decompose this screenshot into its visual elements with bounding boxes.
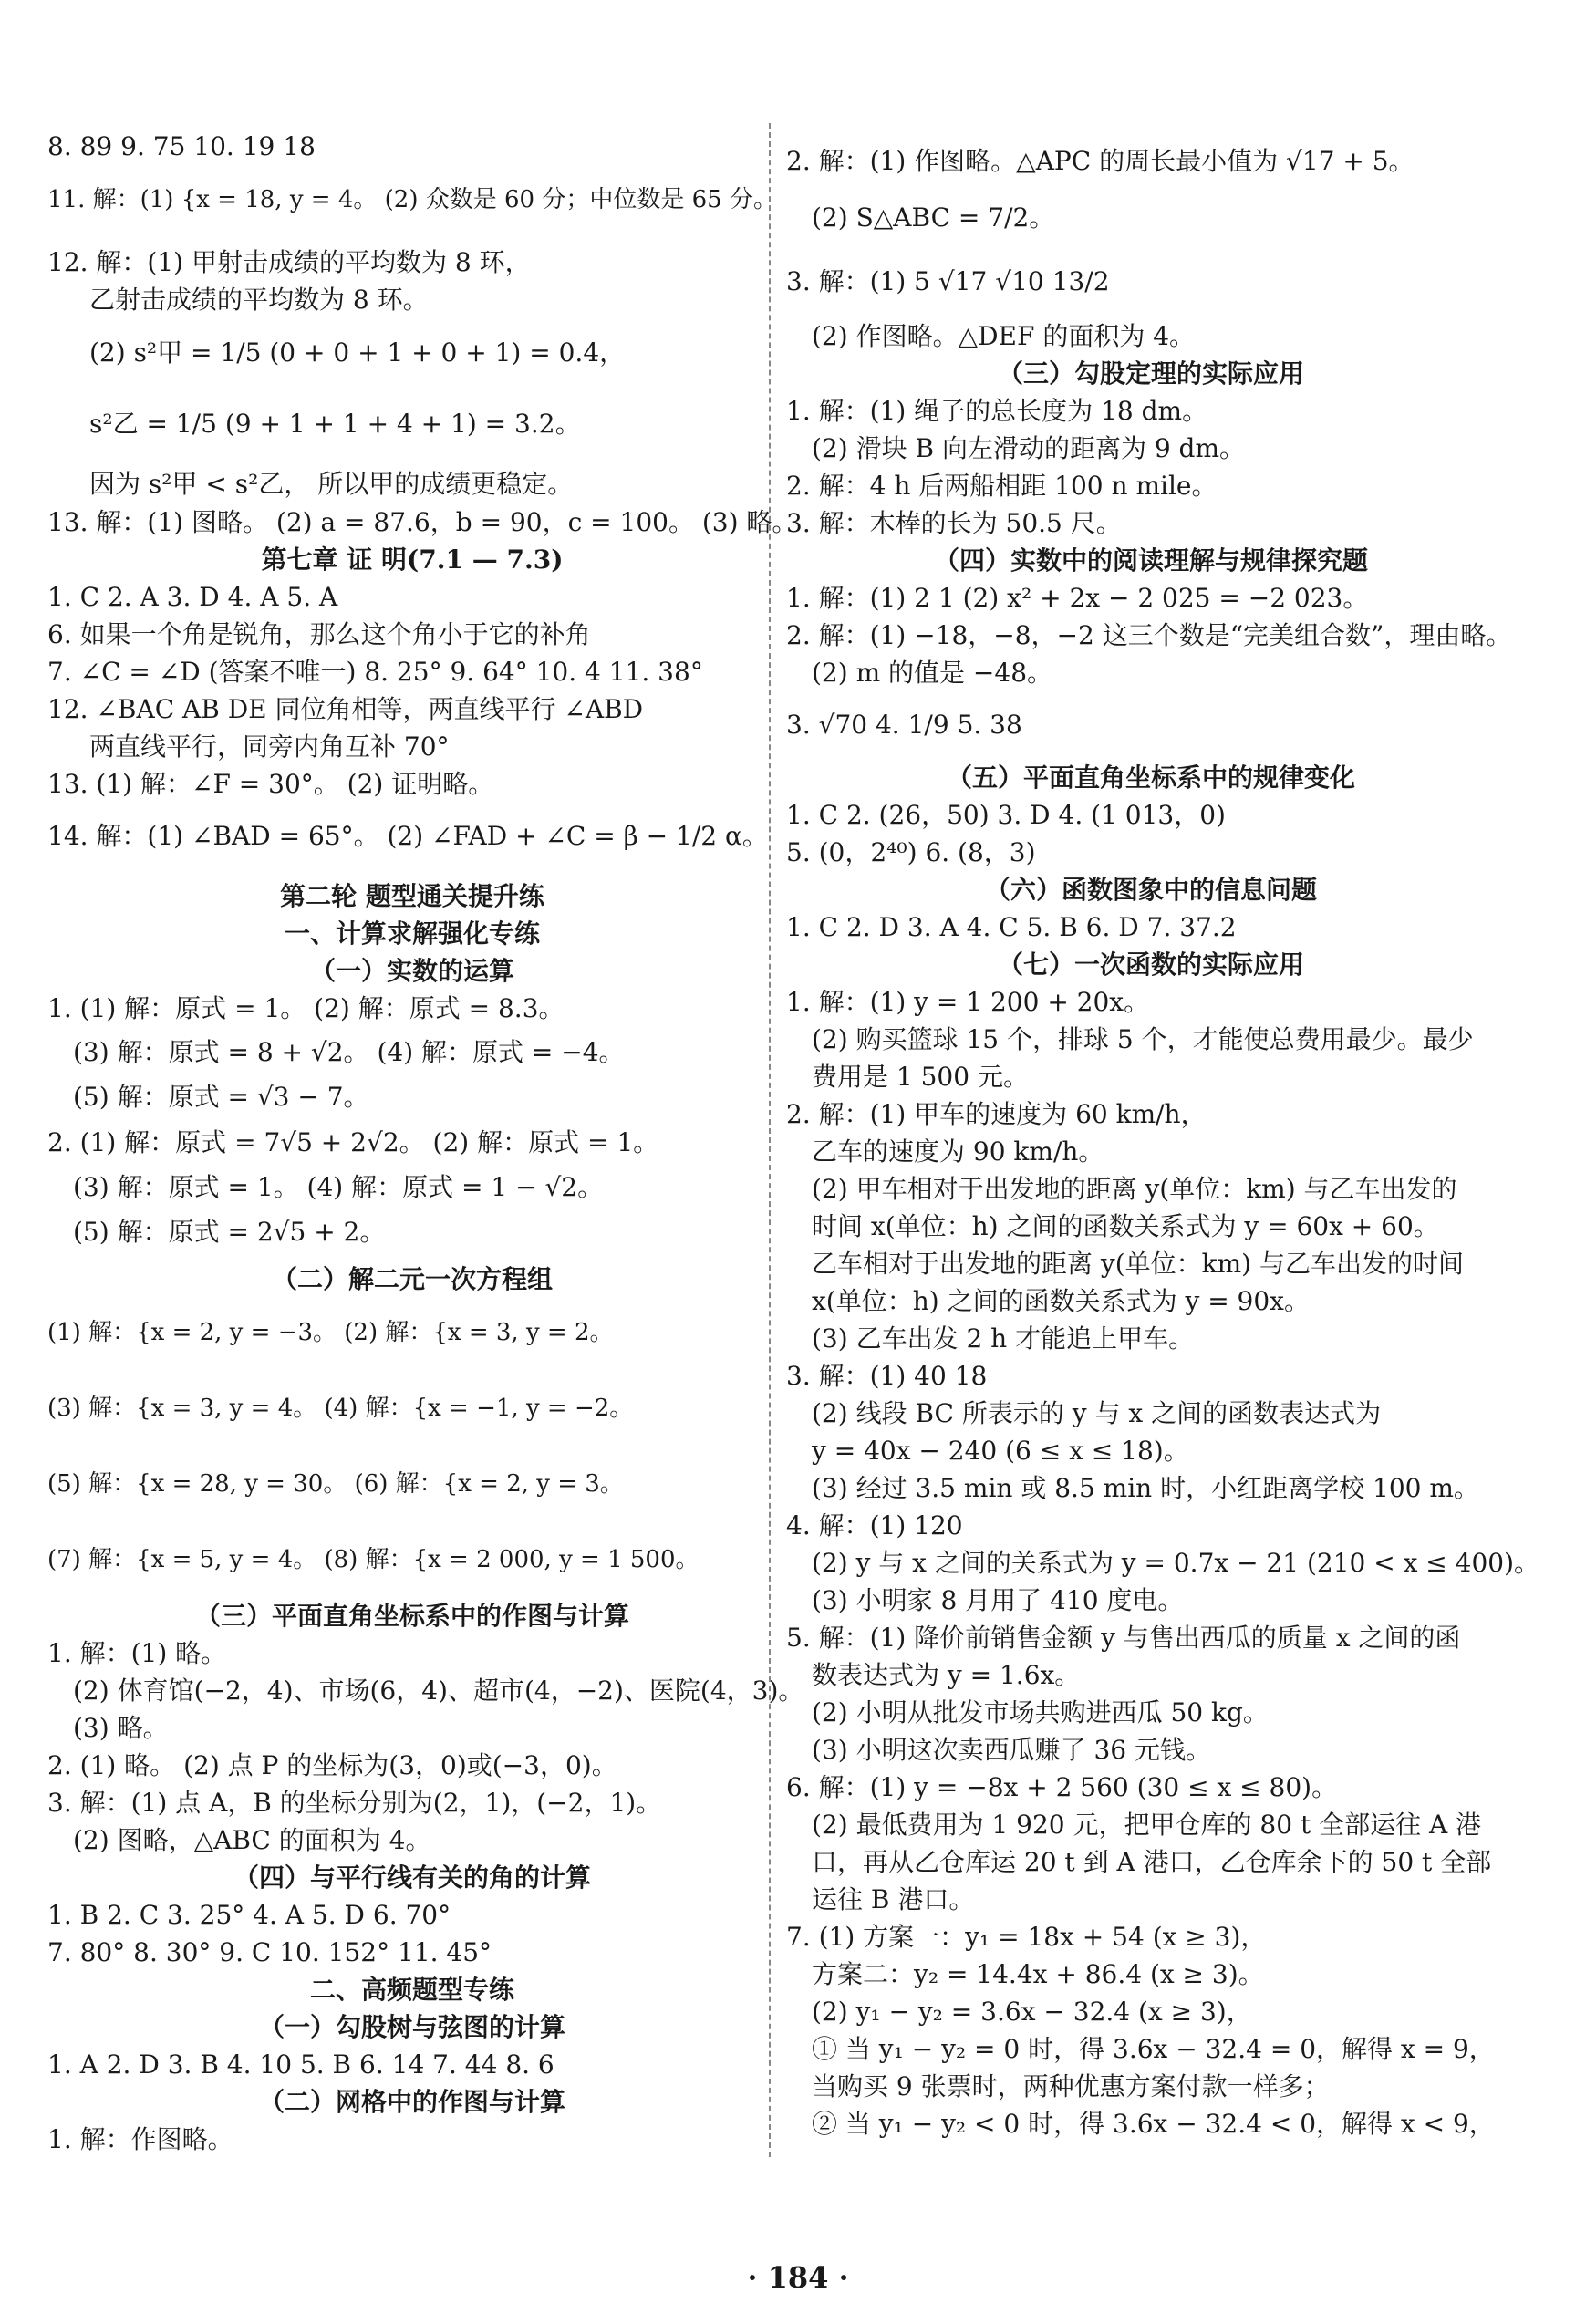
answer-line: s²乙 = 1/5 (9 + 1 + 1 + 4 + 1) = 3.2。 (89, 409, 581, 439)
answer-line: 1. 解：(1) 绳子的总长度为 18 dm。 (786, 396, 1208, 426)
answer-line: 1. 解：(1) 2 1 (2) x² + 2x − 2 025 = −2 023。 (786, 583, 1369, 613)
answer-line: (2) m 的值是 −48。 (812, 658, 1053, 688)
answer-line: 1. C 2. A 3. D 4. A 5. A (47, 582, 338, 612)
answer-line: 3. 解：(1) 5 √17 √10 13/2 (786, 266, 1110, 296)
answer-line: y = 40x − 240 (6 ≤ x ≤ 18)。 (812, 1436, 1189, 1466)
section-heading: 一、计算求解强化专练 (284, 918, 540, 949)
answer-line: 1. A 2. D 3. B 4. 10 5. B 6. 14 7. 44 8. 6 (47, 2049, 554, 2080)
answer-line: 2. 解：(1) 甲车的速度为 60 km/h， (786, 1099, 1207, 1129)
answer-line: 乙车相对于出发地的距离 y(单位：km) 与乙车出发的时间 (812, 1249, 1464, 1279)
answer-line: (2) 最低费用为 1 920 元，把甲仓库的 80 t 全部运往 A 港 (812, 1810, 1482, 1840)
subsection-heading: （七）一次函数的实际应用 (997, 949, 1304, 980)
answer-line: 2. (1) 解：原式 = 7√5 + 2√2。 (2) 解：原式 = 1。 (47, 1127, 659, 1157)
section-heading: 二、高频题型专练 (309, 1975, 514, 2005)
answer-line: (5) 解：原式 = 2√5 + 2。 (73, 1217, 386, 1247)
answer-line: 两直线平行，同旁内角互补 70° (89, 731, 450, 762)
chapter-heading: 第七章 证 明(7.1 — 7.3) (261, 545, 564, 575)
answer-line: (7) 解：{x = 5, y = 4。 (8) 解：{x = 2 000, y = 1 500。 (47, 1546, 700, 1573)
answer-line: 乙车的速度为 90 km/h。 (812, 1136, 1104, 1167)
answer-line: 1. C 2. D 3. A 4. C 5. B 6. D 7. 37.2 (786, 912, 1237, 942)
answer-line: 2. 解：4 h 后两船相距 100 n mile。 (786, 471, 1218, 501)
answer-line: (2) y 与 x 之间的关系式为 y = 0.7x − 21 (210 < x ≤ 400)。 (812, 1548, 1540, 1578)
answer-line: (3) 解：{x = 3, y = 4。 (4) 解：{x = −1, y = −2。 (47, 1395, 634, 1422)
subsection-heading: （六）函数图象中的信息问题 (984, 875, 1317, 905)
answer-line: (3) 乙车出发 2 h 才能追上甲车。 (812, 1323, 1195, 1354)
answer-line: (2) 体育馆(−2，4)、市场(6，4)、超市(4，−2)、医院(4，3)。 (73, 1676, 804, 1706)
subsection-heading: （二）解二元一次方程组 (271, 1264, 553, 1294)
answer-line: 1. (1) 解：原式 = 1。 (2) 解：原式 = 8.3。 (47, 993, 565, 1023)
answer-line: 3. √70 4. 1/9 5. 38 (786, 710, 1022, 740)
answer-line: 6. 如果一个角是锐角，那么这个角小于它的补角 (47, 619, 591, 649)
answer-line: (2) 购买篮球 15 个，排球 5 个，才能使总费用最少。最少 (812, 1024, 1474, 1054)
subsection-heading: （一）勾股树与弦图的计算 (258, 2012, 565, 2042)
column-divider (769, 123, 771, 2157)
answer-line: (3) 解：原式 = 1。 (4) 解：原式 = 1 − √2。 (73, 1172, 604, 1202)
answer-line: 1. 解：(1) 略。 (47, 1638, 227, 1668)
answer-line: 2. 解：(1) −18，−8，−2 这三个数是“完美组合数”，理由略。 (786, 620, 1512, 650)
answer-line: 2. 解：(1) 作图略。△APC 的周长最小值为 √17 + 5。 (786, 146, 1415, 176)
answer-line: (1) 解：{x = 2, y = −3。 (2) 解：{x = 3, y = 2。 (47, 1319, 614, 1346)
page-number: · 184 · (747, 2260, 849, 2295)
answer-line: 数表达式为 y = 1.6x。 (812, 1660, 1081, 1690)
subsection-heading: （四）实数中的阅读理解与规律探究题 (933, 545, 1368, 576)
answer-line: 6. 解：(1) y = −8x + 2 560 (30 ≤ x ≤ 80)。 (786, 1772, 1338, 1802)
subsection-heading: （三）平面直角坐标系中的作图与计算 (194, 1601, 629, 1631)
answer-line: 2. (1) 略。 (2) 点 P 的坐标为(3，0)或(−3，0)。 (47, 1750, 617, 1780)
answer-line: 12. ∠BAC AB DE 同位角相等，两直线平行 ∠ABD (47, 694, 644, 724)
answer-line: 13. (1) 解：∠F = 30°。 (2) 证明略。 (47, 769, 494, 799)
answer-line: 5. 解：(1) 降价前销售金额 y 与售出西瓜的质量 x 之间的函 (786, 1623, 1461, 1653)
answer-line: 14. 解：(1) ∠BAD = 65°。 (2) ∠FAD + ∠C = β − 1/2 α。 (47, 821, 768, 851)
answer-line: (2) s²甲 = 1/5 (0 + 0 + 1 + 0 + 1) = 0.4， (89, 337, 626, 368)
answer-line: 7. ∠C = ∠D (答案不唯一) 8. 25° 9. 64° 10. 4 11. 38° (47, 657, 703, 687)
answer-line: 乙射击成绩的平均数为 8 环。 (89, 285, 429, 315)
answer-line: 方案二：y₂ = 14.4x + 86.4 (x ≥ 3)。 (812, 1959, 1264, 1989)
answer-line: (2) S△ABC = 7/2。 (812, 202, 1055, 233)
answer-line: 12. 解：(1) 甲射击成绩的平均数为 8 环， (47, 247, 531, 277)
answer-line: (3) 略。 (73, 1713, 169, 1743)
answer-line: 5. (0，2⁴⁰) 6. (8，3) (786, 837, 1036, 867)
answer-line: ② 当 y₁ − y₂ < 0 时，得 3.6x − 32.4 < 0，解得 x < 9， (812, 2109, 1495, 2139)
answer-line: (2) 图略，△ABC 的面积为 4。 (73, 1825, 431, 1855)
answer-line: 7. (1) 方案一：y₁ = 18x + 54 (x ≥ 3)， (786, 1922, 1267, 1952)
subsection-heading: （二）网格中的作图与计算 (258, 2087, 565, 2117)
answer-line: 1. C 2. (26，50) 3. D 4. (1 013，0) (786, 800, 1226, 830)
answer-line: 3. 解：(1) 点 A，B 的坐标分别为(2，1)，(−2，1)。 (47, 1788, 662, 1818)
subsection-heading: （一）实数的运算 (309, 956, 514, 986)
answer-line: (3) 小明家 8 月用了 410 度电。 (812, 1585, 1184, 1615)
answer-line: (3) 解：原式 = 8 + √2。 (4) 解：原式 = −4。 (73, 1037, 625, 1067)
answer-line: (2) 作图略。△DEF 的面积为 4。 (812, 321, 1196, 351)
answer-line: (2) y₁ − y₂ = 3.6x − 32.4 (x ≥ 3)， (812, 1997, 1252, 2027)
answer-line: ① 当 y₁ − y₂ = 0 时，得 3.6x − 32.4 = 0，解得 x = 9， (812, 2034, 1495, 2064)
answer-line: (5) 解：{x = 28, y = 30。 (6) 解：{x = 2, y = 3。 (47, 1470, 624, 1498)
answer-line: 口，再从乙仓库运 20 t 到 A 港口，乙仓库余下的 50 t 全部 (812, 1847, 1492, 1877)
answer-line: 费用是 1 500 元。 (812, 1062, 1029, 1092)
section-heading: 第二轮 题型通关提升练 (280, 881, 544, 911)
answer-line: 3. 解：木棒的长为 50.5 尺。 (786, 508, 1122, 538)
answer-line: 1. 解：(1) y = 1 200 + 20x。 (786, 987, 1150, 1017)
subsection-heading: （五）平面直角坐标系中的规律变化 (946, 763, 1355, 793)
answer-line: 8. 89 9. 75 10. 19 18 (47, 131, 316, 161)
subsection-heading: （四）与平行线有关的角的计算 (233, 1862, 591, 1893)
answer-line: 当购买 9 张票时，两种优惠方案付款一样多； (812, 2071, 1330, 2101)
answer-line: 4. 解：(1) 120 (786, 1510, 963, 1541)
answer-line: 11. 解：(1) {x = 18, y = 4。 (2) 众数是 60 分；中位数是 65 分。 (47, 186, 777, 213)
answer-line: (2) 滑块 B 向左滑动的距离为 9 dm。 (812, 433, 1246, 463)
answer-line: (2) 甲车相对于出发地的距离 y(单位：km) 与乙车出发的 (812, 1174, 1457, 1204)
answer-line: (3) 经过 3.5 min 或 8.5 min 时，小红距离学校 100 m。 (812, 1473, 1479, 1503)
subsection-heading: （三）勾股定理的实际应用 (997, 358, 1304, 389)
answer-line: 1. 解：作图略。 (47, 2124, 233, 2154)
answer-line: 7. 80° 8. 30° 9. C 10. 152° 11. 45° (47, 1937, 492, 1967)
answer-line: 1. B 2. C 3. 25° 4. A 5. D 6. 70° (47, 1900, 451, 1930)
answer-line: x(单位：h) 之间的函数关系式为 y = 90x。 (812, 1286, 1310, 1316)
answer-line: (3) 小明这次卖西瓜赚了 36 元钱。 (812, 1735, 1211, 1765)
answer-line: (2) 小明从批发市场共购进西瓜 50 kg。 (812, 1697, 1269, 1727)
answer-line: 因为 s²甲 < s²乙， 所以甲的成绩更稳定。 (89, 469, 574, 499)
answer-line: 时间 x(单位：h) 之间的函数关系式为 y = 60x + 60。 (812, 1211, 1439, 1241)
answer-line: (2) 线段 BC 所表示的 y 与 x 之间的函数表达式为 (812, 1398, 1382, 1428)
answer-line: 运往 B 港口。 (812, 1884, 975, 1914)
answer-line: 3. 解：(1) 40 18 (786, 1361, 988, 1391)
answer-line: 13. 解：(1) 图略。 (2) a = 87.6，b = 90，c = 100。 (3) 略。 (47, 507, 798, 537)
answer-line: (5) 解：原式 = √3 − 7。 (73, 1082, 369, 1112)
